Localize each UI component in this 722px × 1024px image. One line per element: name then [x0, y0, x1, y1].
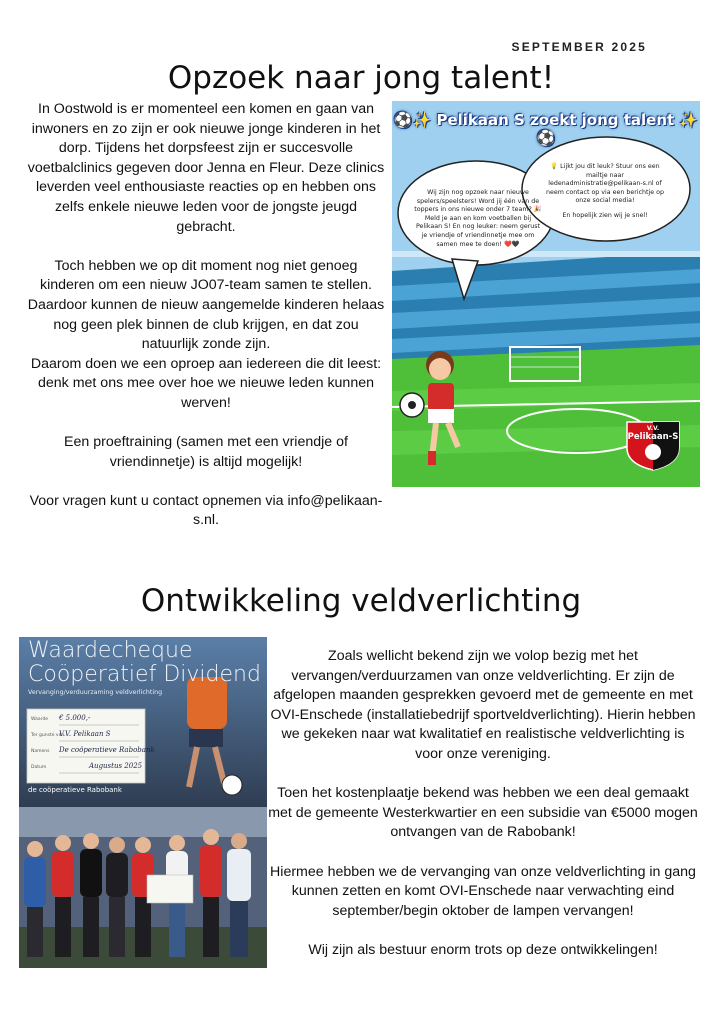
- cheque-title-line1: Waardecheque: [28, 638, 193, 663]
- section-title-talent: Opzoek naar jong talent!: [167, 60, 555, 96]
- paragraph: In Oostwold is er momenteel een komen en gaan van inwoners en zo zijn er ook nieuwe jonge kinderen in het dorp. Tijdens het dorpsfeest zijn er succesvolle voetbalclinics gegeven door Jenna en Fleur. Deze clinics leverden veel enthousiaste reacties op en hebben ons zelfs enkele nieuwe leden voor de jongste jeugd gebracht.: [27, 101, 385, 235]
- club-crest: [623, 418, 683, 472]
- cheque-title-line2: Coöperatief Dividend: [28, 662, 261, 687]
- paragraph: Zoals wellicht bekend zijn we volop bezig met het vervangen/verduurzamen van onze veldverlichting. Er zijn de afgelopen maanden gesprekken gevoerd met de gemeente en met OVI-Enschede (installatiebedrijf sportveldverlichting). Hierin hebben we gekeken naar wat kwalitatief en realistische veldverlichting is voor onze vereniging.: [270, 648, 696, 762]
- paragraph: Hiermee hebben we de vervanging van onze veldverlichting in gang kunnen zetten en komt OVI-Enschede naar verwachting eind september/begin oktober de lampen vervangen!: [270, 863, 696, 919]
- recruitment-poster: [392, 101, 700, 487]
- poster-title: ⚽✨ Pelikaan S zoekt jong talent ✨⚽: [393, 111, 699, 147]
- paragraph: Toch hebben we op dit moment nog niet genoeg kinderen om een nieuw JO07-team samen te stellen. Daardoor kunnen de nieuw aangemelde kinderen helaas nog geen plek binnen de club krijgen, en dat zou natuurlijk zonde zijn.: [27, 257, 385, 353]
- cheque-amount: € 5.000,-: [59, 714, 91, 722]
- cheque-title: [28, 639, 267, 687]
- crest-name: Pelikaan-S: [627, 432, 679, 442]
- cheque-label-receiver: Ter gunste van: [31, 733, 65, 738]
- bubble-left-text: Wij zijn nog opzoek naar nieuwe spelers/speelsters! Word jij één van de toppers in ons nieuwe onder 7 team? 🎉 Meld je aan en kom voetballen bij Pelikaan S! En nog leuker: neem gerust je vriendje of vriendinnetje mee om samen mee te doen! ❤️🖤: [414, 189, 542, 248]
- paragraph: Toen het kostenplaatje bekend was hebben we een deal gemaakt met de gemeente Westerkwartier en een subsidie van €5000 mogen ontvangen van de Rabobank!: [268, 785, 698, 841]
- bubble-right-closing: En hopelijk zien wij je snel!: [562, 211, 648, 219]
- paragraph: Daarom doen we een oproep aan iedereen die dit leest: denk met ons mee over hoe we nieuwe leden kunnen werven!: [30, 355, 382, 411]
- cheque-subtitle: Vervanging/verduurzaming veldverlichting: [28, 689, 163, 696]
- talent-article-text: [26, 100, 386, 531]
- cheque-label-date: Datum: [31, 765, 47, 770]
- poster-bubble-left: [414, 189, 542, 249]
- crest-top-text: V.V.: [646, 425, 660, 432]
- paragraph: Wij zijn als bestuur enorm trots op deze ontwikkelingen!: [308, 941, 658, 958]
- cheque-sender: De coöperatieve Rabobank: [59, 746, 155, 754]
- cheque-label-sender: Namens: [31, 749, 50, 754]
- rabobank-logo-text: de coöperatieve Rabobank: [28, 786, 122, 794]
- paragraph: Een proeftraining (samen met een vriendje of vriendinnetje) is altijd mogelijk!: [64, 434, 348, 470]
- section-title-lighting: Ontwikkeling veldverlichting: [140, 583, 582, 619]
- lighting-article-text: [268, 647, 698, 961]
- cheque-receiver: V.V. Pelikaan S: [59, 730, 111, 738]
- poster-bubble-right: [542, 163, 668, 221]
- cheque-date: Augustus 2025: [89, 762, 143, 770]
- cheque-photo: [19, 637, 267, 968]
- paragraph: Voor vragen kunt u contact opnemen via info@pelikaan-s.nl.: [29, 492, 383, 529]
- issue-date: SEPTEMBER 2025: [511, 40, 647, 54]
- cheque-label-amount: Waarde: [31, 717, 49, 722]
- bubble-right-text: 💡 Lijkt jou dit leuk? Stuur ons een mailtje naar ledenadministratie@pelikaan-s.nl of neem contact op via een berichtje op onze social media!: [546, 163, 664, 205]
